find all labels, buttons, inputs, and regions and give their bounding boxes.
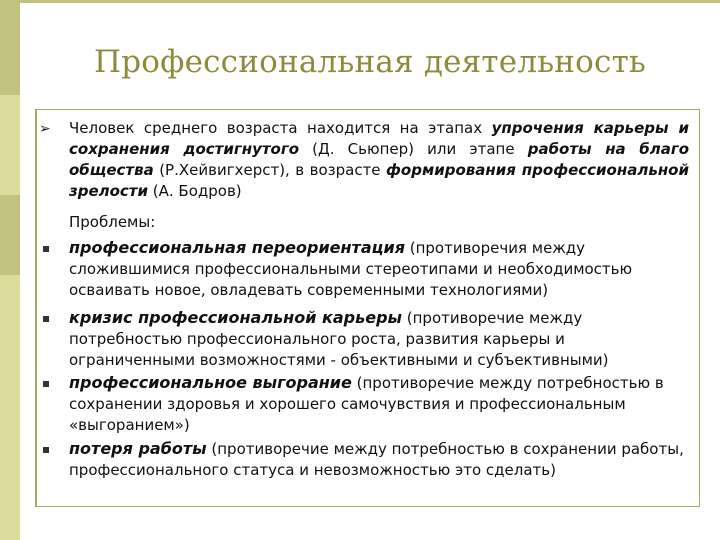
problem-item — [69, 372, 694, 436]
problem-desc: (противоречие между потребностью профессионального роста, развития карьеры и ограниченными возможностями - объективными и субъективными) — [69, 309, 609, 369]
problem-desc: (противоречия между сложившимися профессиональными стереотипами и необходимостью осваивать новое, овладевать современными технологиями) — [69, 239, 633, 299]
intro-em-2: работы на благо общества — [69, 140, 689, 179]
problem-term: кризис профессиональной карьеры — [69, 308, 402, 327]
intro-text-4: (А. Бодров) — [148, 182, 242, 200]
side-decor-block-mid — [0, 195, 20, 275]
problem-item — [69, 237, 694, 301]
intro-text-1: Человек среднего возраста находится на этапах — [69, 119, 492, 137]
square-bullet-icon — [43, 447, 49, 453]
problem-term: профессиональная переориентация — [69, 238, 405, 257]
intro-text-2: (Д. Сьюпер) или этапе — [299, 140, 528, 158]
problem-desc: (противоречие между потребностью в сохранении работы, профессионального статуса и невозможностью это сделать) — [69, 440, 684, 479]
intro-paragraph — [69, 118, 689, 202]
square-bullet-icon — [43, 316, 49, 322]
intro-text-3: (Р.Хейвигхерст), в возрасте — [153, 161, 387, 179]
problem-item — [69, 307, 694, 371]
problems-heading: Проблемы: — [69, 213, 156, 231]
slide-title: Профессиональная деятельность — [93, 44, 647, 80]
arrow-bullet-icon: ➢ — [39, 121, 51, 137]
intro-em-3: формирования профессиональной зрелости — [69, 161, 689, 200]
problem-desc: (противоречие между потребностью в сохранении здоровья и хорошего самочувствия и профессиональным «выгоранием») — [69, 374, 664, 434]
problem-term: потеря работы — [69, 439, 207, 458]
square-bullet-icon — [43, 246, 49, 252]
problem-term: профессиональное выгорание — [69, 373, 352, 392]
side-decor-bar — [0, 0, 20, 540]
square-bullet-icon — [43, 381, 49, 387]
side-decor-block-top — [0, 0, 20, 95]
top-decor-line — [20, 0, 720, 3]
problem-item — [69, 438, 694, 481]
intro-em-1: упрочения карьеры и сохранения достигнутого — [69, 119, 690, 158]
